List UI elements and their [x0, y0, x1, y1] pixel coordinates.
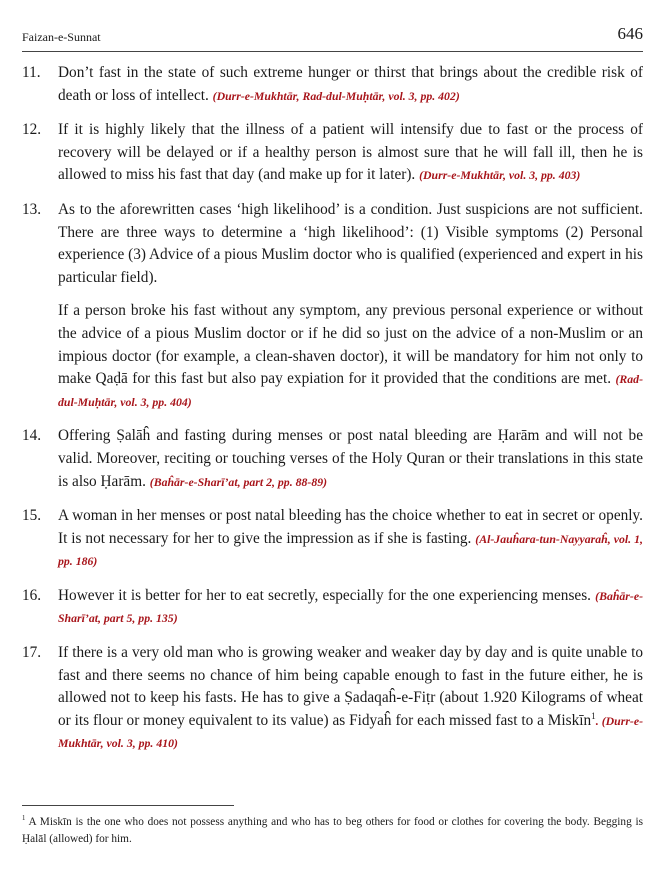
page-number: 646 — [617, 24, 643, 43]
page-body — [22, 62, 643, 767]
item-paragraph — [58, 199, 643, 289]
item-number: 13. — [22, 200, 42, 218]
item-paragraph — [58, 119, 643, 187]
footnote-divider — [22, 805, 234, 806]
list-item — [22, 425, 643, 493]
footnote — [22, 814, 643, 847]
item-number: 14. — [22, 427, 42, 445]
item-number: 15. — [22, 507, 42, 525]
item-text: Don’t fast in the state of such extreme hunger or thirst that brings about the credible risk of death or loss of intellect. — [58, 64, 643, 104]
source-reference: (Al-Jauĥara-tun-Nayyaraĥ, vol. 1, pp. 186) — [58, 531, 643, 569]
source-reference: (Baĥār-e-Sharī’at, part 5, pp. 135) — [58, 588, 643, 626]
source-reference: (Rad-dul-Muḥtār, vol. 3, pp. 404) — [58, 372, 643, 409]
item-number: 11. — [22, 64, 41, 81]
list-item — [22, 199, 643, 413]
source-reference: . (Durr-e-Mukhtār, vol. 3, pp. 410) — [58, 713, 643, 751]
item-paragraph — [58, 642, 643, 755]
item-paragraph — [58, 300, 643, 413]
book-title: Faizan-e-Sunnat — [22, 30, 101, 44]
source-reference: (Durr-e-Mukhtār, vol. 3, pp. 403) — [419, 168, 581, 183]
list-item — [22, 642, 643, 755]
item-text: However it is better for her to eat secretly, especially for the one experiencing menses. — [58, 586, 591, 604]
source-reference: (Durr-e-Mukhtār, Rad-dul-Muḥtār, vol. 3, pp. 402) — [212, 88, 460, 103]
list-item — [22, 62, 643, 107]
list-item — [22, 505, 643, 573]
header-divider — [22, 51, 643, 52]
item-paragraph — [58, 585, 643, 630]
item-paragraph — [58, 62, 643, 107]
list-item — [22, 119, 643, 187]
source-reference: (Baĥār-e-Sharī’at, part 2, pp. 88-89) — [149, 474, 328, 489]
item-text: Offering Ṣalāĥ and fasting during menses or post natal bleeding are Ḥarām and will not be valid. Moreover, reciting or touching verses of the Holy Quran or their translations in this state is also Ḥarām. — [58, 427, 643, 490]
item-number: 16. — [22, 586, 42, 604]
item-text: If there is a very old man who is growing weaker and weaker day by day and is quite unable to fast and there seems no chance of him being capable enough to fast in the future either, he is allowed not to keep his fasts. He has to give a Ṣadaqaĥ-e-Fiṭr (about 1.920 Kilograms of wheat or its flour or money equivalent to its value) as Fidyaĥ for each missed fast to a Miskīn — [58, 644, 643, 729]
item-paragraph — [58, 425, 643, 493]
item-text: If it is highly likely that the illness of a patient will intensify due to fast or the process of recovery will be delayed or if a healthy person is almost sure that he will fall ill, then he is allowed to miss his fast that day (and make up for it later). — [58, 121, 643, 184]
footnote-text: A Miskīn is the one who does not possess anything and who has to beg others for food or clothes for covering the body. Begging is Ḥalāl (allowed) for him. — [22, 816, 643, 845]
page-header — [22, 24, 643, 48]
item-number: 12. — [22, 121, 42, 139]
item-text: A woman in her menses or post natal bleeding has the choice whether to eat in secret or openly. It is not necessary for her to give the impression as if she is fasting. — [58, 507, 643, 547]
item-paragraph — [58, 505, 643, 573]
footnote-reference: 1 — [591, 710, 596, 721]
list-item — [22, 585, 643, 630]
item-text: As to the aforewritten cases ‘high likelihood’ is a condition. Just suspicions are not sufficient. There are three ways to determine a ‘high likelihood’: (1) Visible symptoms (2) Personal experience (3) Advice of a pious Muslim doctor who is qualified (experienced and expert in his particular field). — [58, 200, 643, 286]
item-number: 17. — [22, 644, 42, 662]
footnote-mark: 1 — [22, 815, 26, 823]
item-text: If a person broke his fast without any symptom, any previous personal experience or without the advice of a pious Muslim doctor or if he did so just on the advice of a non-Muslim or an impious doctor (for example, a clean-shaven doctor), it will be mandatory for him not only to make Qaḍā for this fast but also pay expiation for it provided that the conditions are met. — [58, 302, 643, 388]
